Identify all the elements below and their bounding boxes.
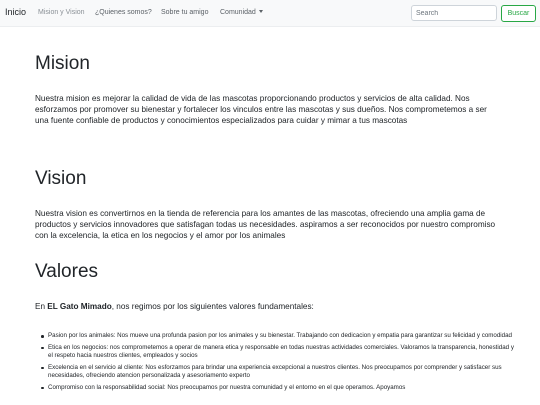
vision-text: Nuestra vision es convertirnos en la tienda de referencia para los amantes de las mascotas, ofreciendo una amplia gama de productos y servicios innovadores que satisfagan todas us necesidades. aspiramos a ser reconocidos por nuestro compromiso con la excelencia, la etica en los negocios y el amor por los animales	[35, 209, 496, 240]
list-item: Compromiso con la responsabilidad social: Nos preocupamos por nuestra comunidad y el entorno en el que operamos. Apoyamos	[48, 384, 518, 393]
list-item: Pasion por los animales: Nos mueve una profunda pasion por los animales y su bienestar. Trabajando con dedicacion y empatia para garantizar su felicidad y comodidad	[48, 332, 518, 341]
valores-intro-pre: En	[35, 302, 48, 311]
vision-heading: Vision	[35, 168, 87, 189]
valores-heading: Valores	[35, 261, 99, 282]
search-button[interactable]: Buscar	[501, 5, 536, 22]
list-item: Etica en los negocios: nos comprometemos a operar de manera etica y responsable en todas nuestras actividades comerciales. Valoramos la transparencia, honestidad y el respeto hacia nuestros clientes, empleados y socios	[48, 344, 518, 361]
list-item: Excelencia en el servicio al cliente: Nos esforzamos para brindar una experiencia excepcional a nuestros clientes. Nos preocupamos por comprender y satisfacer sus necesidades, ofreciendo atencion personalizada y asesoriamento experto	[48, 364, 518, 381]
chevron-down-icon	[259, 10, 263, 13]
nav-sobre-tu-amigo[interactable]: Sobre tu amigo	[161, 9, 209, 16]
brand-home-link[interactable]: Inicio	[5, 7, 27, 17]
nav-comunidad-label: Comunidad	[220, 9, 256, 16]
mision-text: Nuestra mision es mejorar la calidad de vida de las mascotas proporcionando productos y servicios de alta calidad. Nos esforzamos por promover su bienestar y fortalecer los vinculos entre las mascotas y sus dueños. Nos comprometemos a ser una fuente confiable de productos y conocimientos especializados para cuidar y mimar a tus mascotas	[35, 94, 487, 125]
nav-comunidad-dropdown[interactable]	[220, 9, 263, 16]
valores-list	[35, 332, 518, 395]
mision-heading: Mision	[35, 53, 90, 74]
brand-name-bold: EL Gato Mimado	[47, 302, 112, 311]
valores-intro-post: , nos regimos por los siguientes valores fundamentales:	[111, 302, 314, 311]
nav-mision-vision[interactable]: Mision y Vision	[38, 9, 85, 16]
nav-quienes-somos[interactable]: ¿Quienes somos?	[95, 9, 152, 16]
valores-intro	[35, 301, 497, 312]
top-navbar	[0, 0, 540, 27]
search-input[interactable]	[411, 5, 497, 21]
